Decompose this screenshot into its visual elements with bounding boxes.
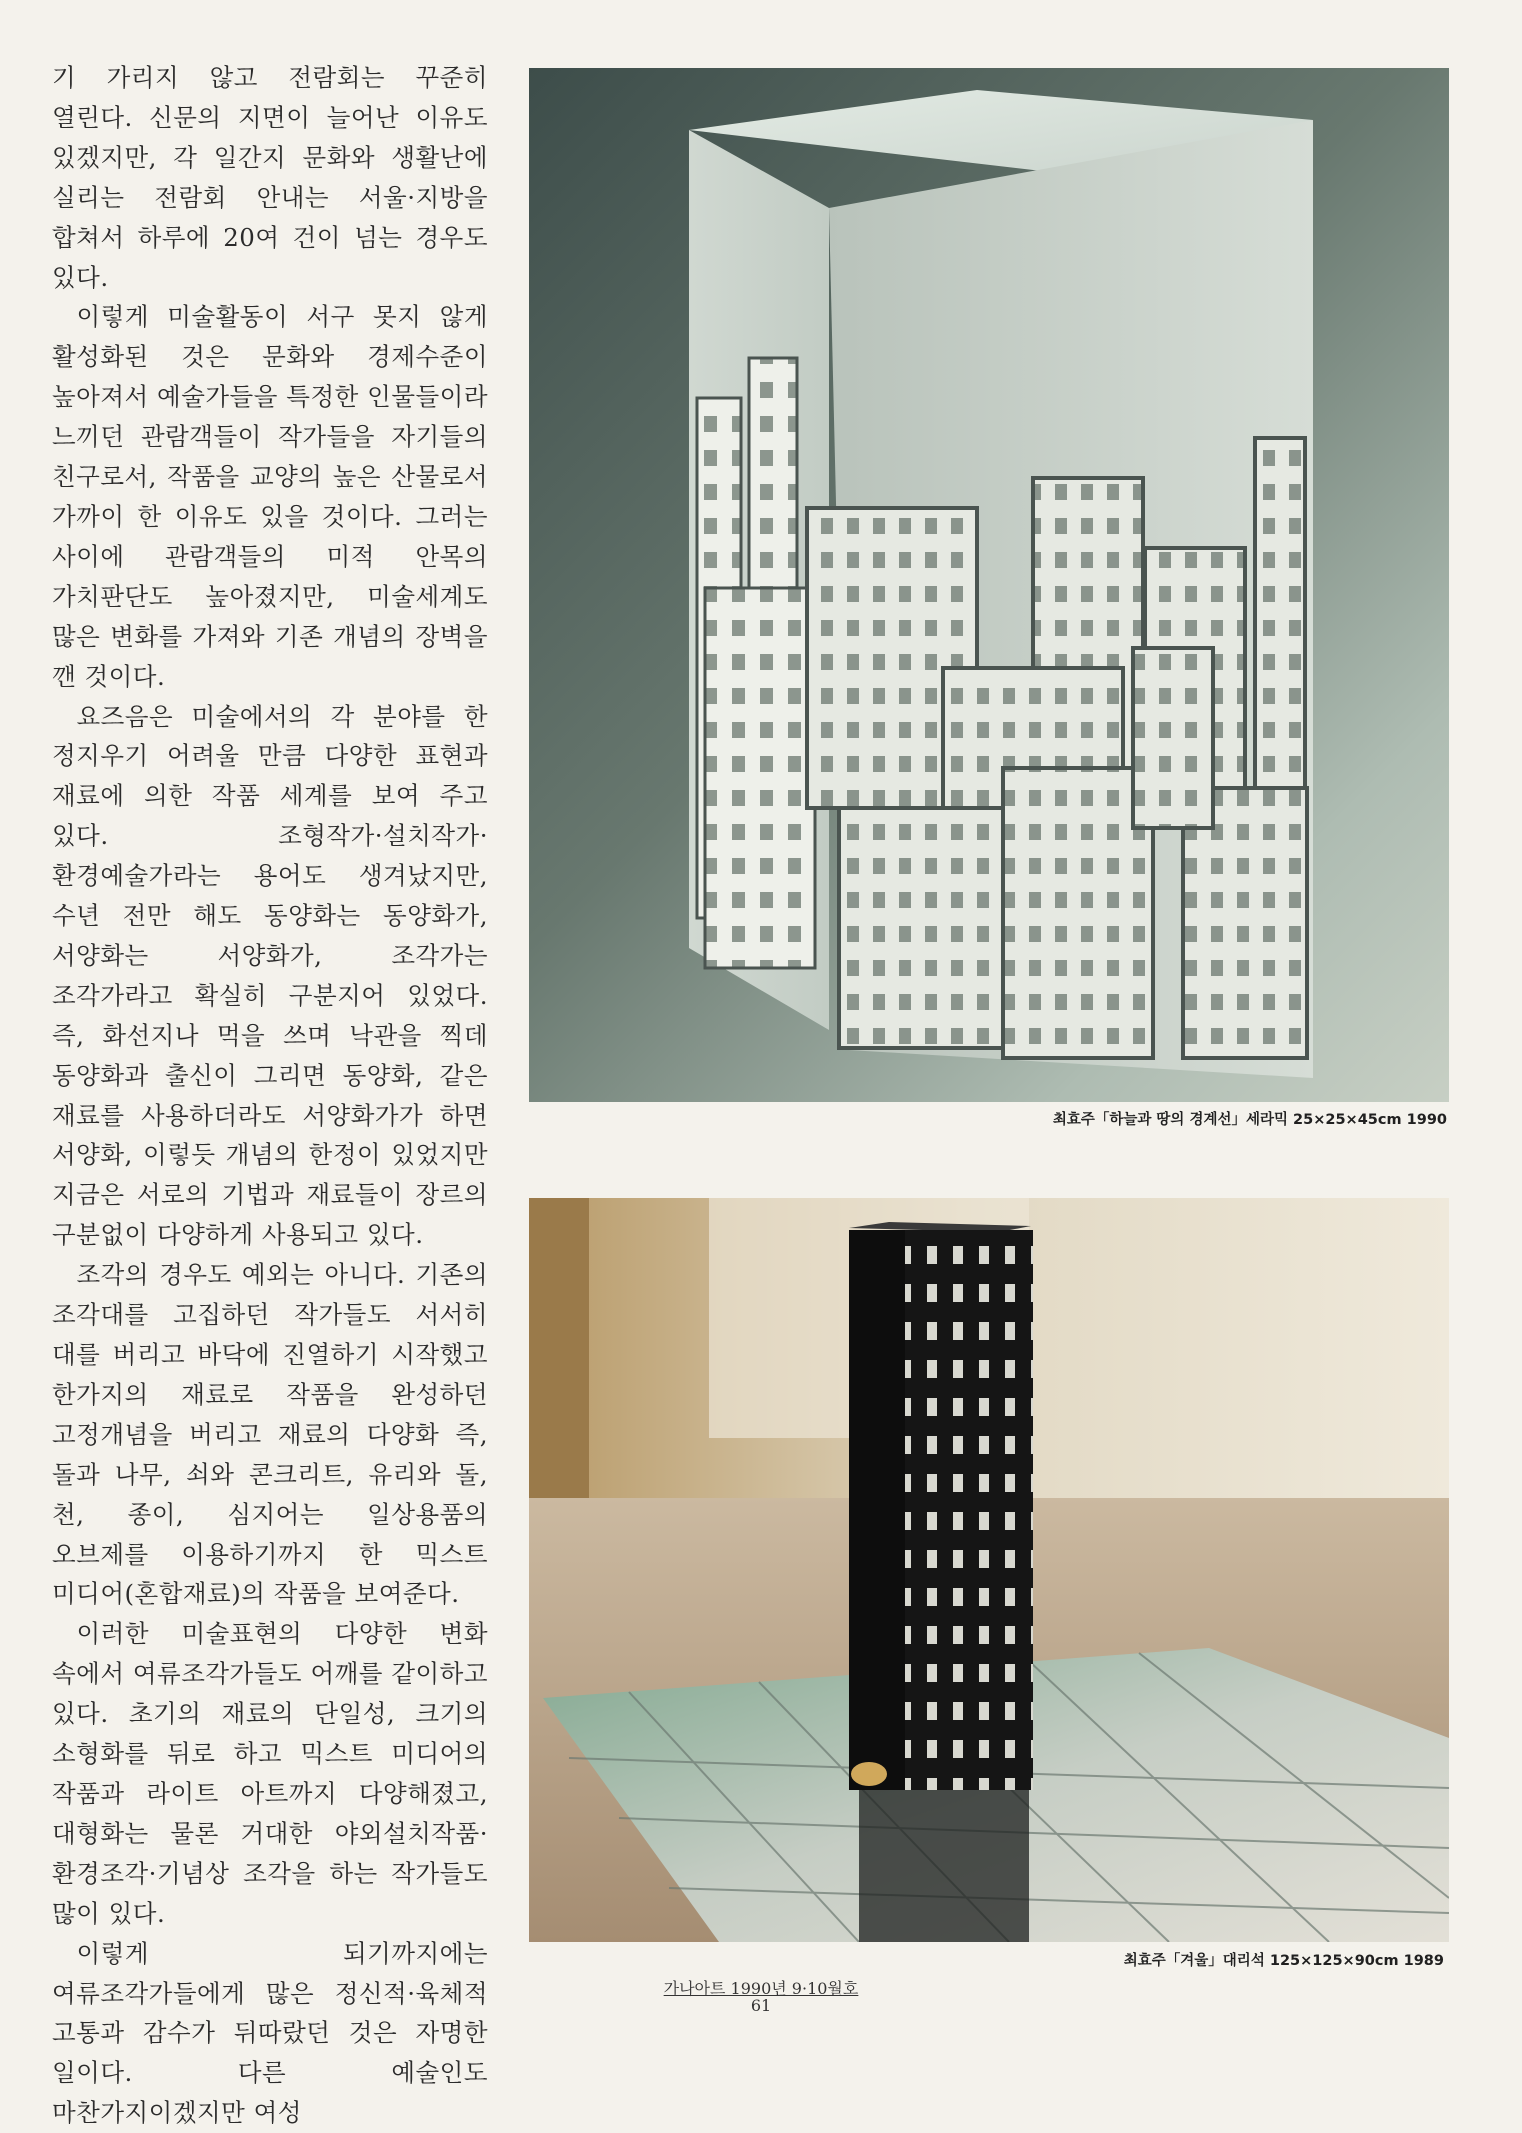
figure-caption-2: 최효주「겨울」대리석 125×125×90cm 1989 <box>1123 1953 1444 1969</box>
article-paragraph-6: 이렇게 되기까지에는 여류조각가들에게 많은 정신적·육체적 고통과 감수가 뒤따랐던 것은 자명한 일이다. 다른 예술인도 마찬가지이겠지만 여성 <box>52 1938 488 2128</box>
article-paragraph-3: 요즈음은 미술에서의 각 분야를 한 정지우기 어려울 만큼 다양한 표현과 재료에 의한 작품 세계를 보여 주고 있다. 조형작가·설치작가·환경예술가라는 용어도 생겨났지만, 수년 전만 해도 동양화는 동양화가, 서양화는 서양화가, 조각가는 조각가라고 확실히 구분지어 있었다. 즉, 화선지나 먹을 쓰며 낙관을 찍데 동양화과 출신이 그리면 동양화, 같은 재료를 사용하더라도 서양화가가 하면 서양화, 이렇듯 개념의 한정이 있었지만 지금은 서로의 기법과 재료들이 장르의 구분없이 다양하게 사용되고 있다. <box>52 701 488 1250</box>
black-tower-on-mirror-floor-illustration <box>529 1198 1449 1942</box>
article-column <box>52 58 488 2133</box>
article-paragraph-2: 이렇게 미술활동이 서구 못지 않게 활성화된 것은 문화와 경제수준이 높아져서 예술가들을 특정한 인물들이라 느끼던 관람객들이 작가들을 자기들의 친구로서, 작품을 교양의 높은 산물로서 가까이 한 이유도 있을 것이다. 그러는 사이에 관람객들의 미적 안목의 가치판단도 높아졌지만, 미술세계도 많은 변화를 가져와 기존 개념의 장벽을 깬 것이다. <box>52 302 488 691</box>
page-number: 61 <box>750 1996 772 2015</box>
ceramic-cube-cityscape-illustration <box>529 68 1449 1102</box>
artwork-photo-black-tower <box>529 1198 1449 1942</box>
figure-caption-1: 최효주「하늘과 땅의 경계선」세라믹 25×25×45cm 1990 <box>1052 1112 1447 1128</box>
article-paragraph-5: 이러한 미술표현의 다양한 변화 속에서 여류조각가들도 어깨를 같이하고 있다. 초기의 재료의 단일성, 크기의 소형화를 뒤로 하고 믹스트 미디어의 작품과 라이트 아트까지 다양해졌고, 대형화는 물론 거대한 야외설치작품·환경조각·기념상 조각을 하는 작가들도 많이 있다. <box>52 1619 488 1928</box>
article-paragraph-1: 기 가리지 않고 전람회는 꾸준히 열린다. 신문의 지면이 늘어난 이유도 있겠지만, 각 일간지 문화와 생활난에 실리는 전람회 안내는 서울·지방을 합쳐서 하루에 20여 건이 넘는 경우도 있다. <box>52 63 488 292</box>
magazine-issue-footer: 가나아트 1990년 9·10월호 <box>663 1979 859 1998</box>
artwork-photo-ceramic-cube <box>529 68 1449 1102</box>
article-paragraph-4: 조각의 경우도 예외는 아니다. 기존의 조각대를 고집하던 작가들도 서서히 대를 버리고 바닥에 진열하기 시작했고 한가지의 재료로 작품을 완성하던 고정개념을 버리고 재료의 다양화 즉, 돌과 나무, 쇠와 콘크리트, 유리와 돌, 천, 종이, 심지어는 일상용품의 오브제를 이용하기까지 한 믹스트 미디어(혼합재료)의 작품을 보여준다. <box>52 1260 488 1609</box>
